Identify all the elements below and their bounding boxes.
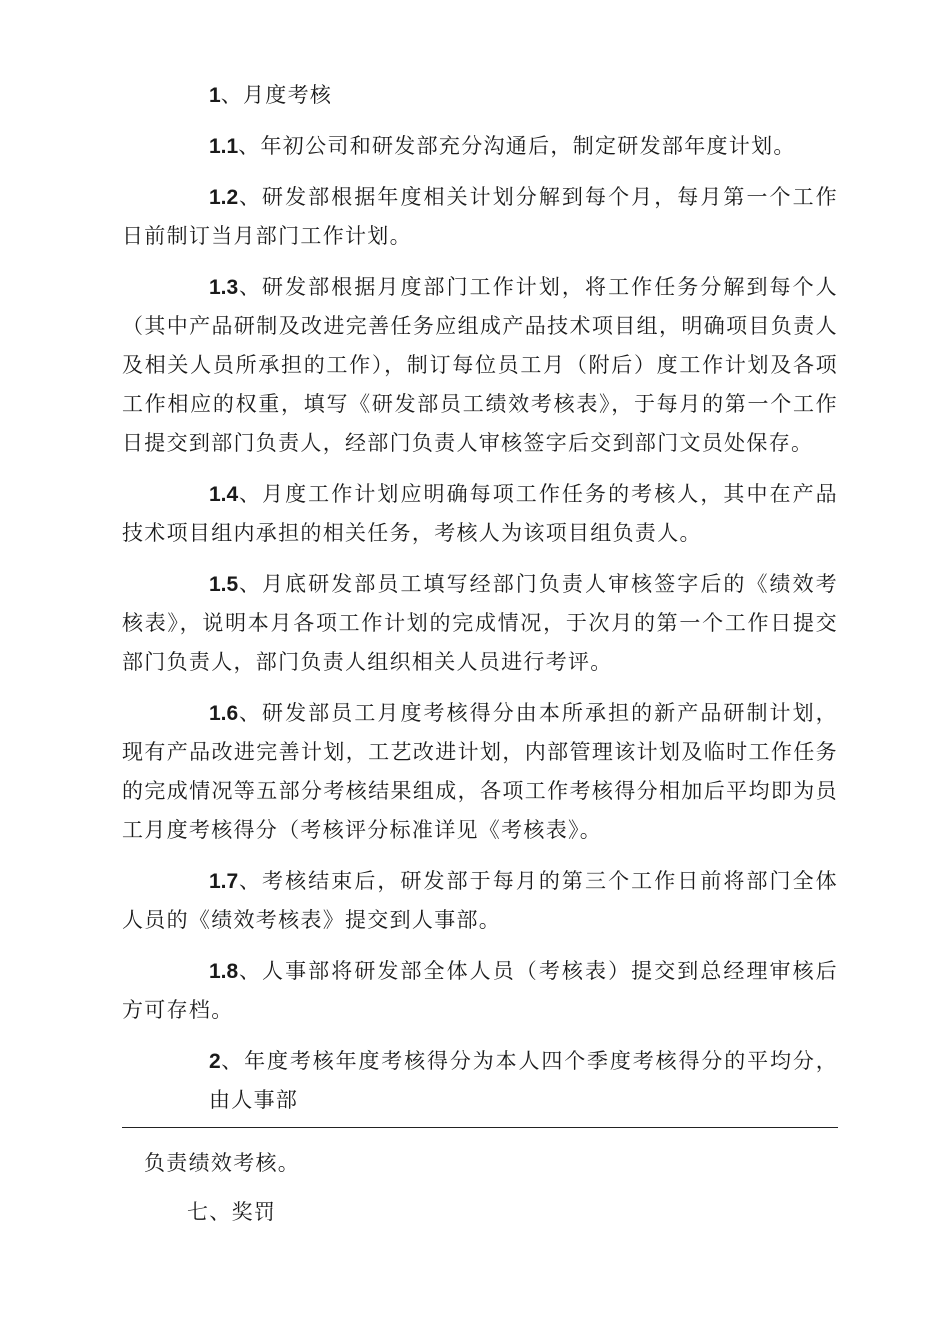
- paragraph-1-3: 1.3、研发部根据月度部门工作计划，将工作任务分解到每个人（其中产品研制及改进完善任务应组成产品技术项目组，明确项目负责人及相关人员所承担的工作），制订每位员工月（附后）度工作计划及各项工作相应的权重，填写《研发部员工绩效考核表》，于每月的第一个工作日提交到部门负责人，经部门负责人审核签字后交到部门文员处保存。: [122, 275, 838, 455]
- page-divider: [122, 1127, 838, 1128]
- paragraph-1-6: 1.6、研发部员工月度考核得分由本所承担的新产品研制计划，现有产品改进完善计划，工艺改进计划，内部管理该计划及临时工作任务的完成情况等五部分考核结果组成，各项工作考核得分相加后平均即为员工月度考核得分（考核评分标准详见《考核表》。: [122, 701, 838, 842]
- paragraph-1-1: 1.1、年初公司和研发部充分沟通后，制定研发部年度计划。: [209, 134, 796, 158]
- section-7-heading: 七、奖罚: [187, 1200, 277, 1224]
- paragraph-1-4: 1.4、月度工作计划应明确每项工作任务的考核人，其中在产品技术项目组内承担的相关任务，考核人为该项目组负责人。: [122, 482, 838, 545]
- section-2-annual-review: 2、年度考核年度考核得分为本人四个季度考核得分的平均分，由人事部: [209, 1049, 838, 1112]
- section-1-heading: 1、月度考核: [209, 83, 333, 107]
- continued-text: 负责绩效考核。: [144, 1151, 301, 1175]
- paragraph-1-7: 1.7、考核结束后，研发部于每月的第三个工作日前将部门全体人员的《绩效考核表》提交到人事部。: [122, 869, 838, 932]
- paragraph-1-5: 1.5、月底研发部员工填写经部门负责人审核签字后的《绩效考核表》，说明本月各项工作计划的完成情况，于次月的第一个工作日提交部门负责人，部门负责人组织相关人员进行考评。: [122, 572, 838, 674]
- paragraph-1-2: 1.2、研发部根据年度相关计划分解到每个月，每月第一个工作日前制订当月部门工作计划。: [122, 185, 838, 248]
- paragraph-1-8: 1.8、人事部将研发部全体人员（考核表）提交到总经理审核后方可存档。: [122, 959, 838, 1022]
